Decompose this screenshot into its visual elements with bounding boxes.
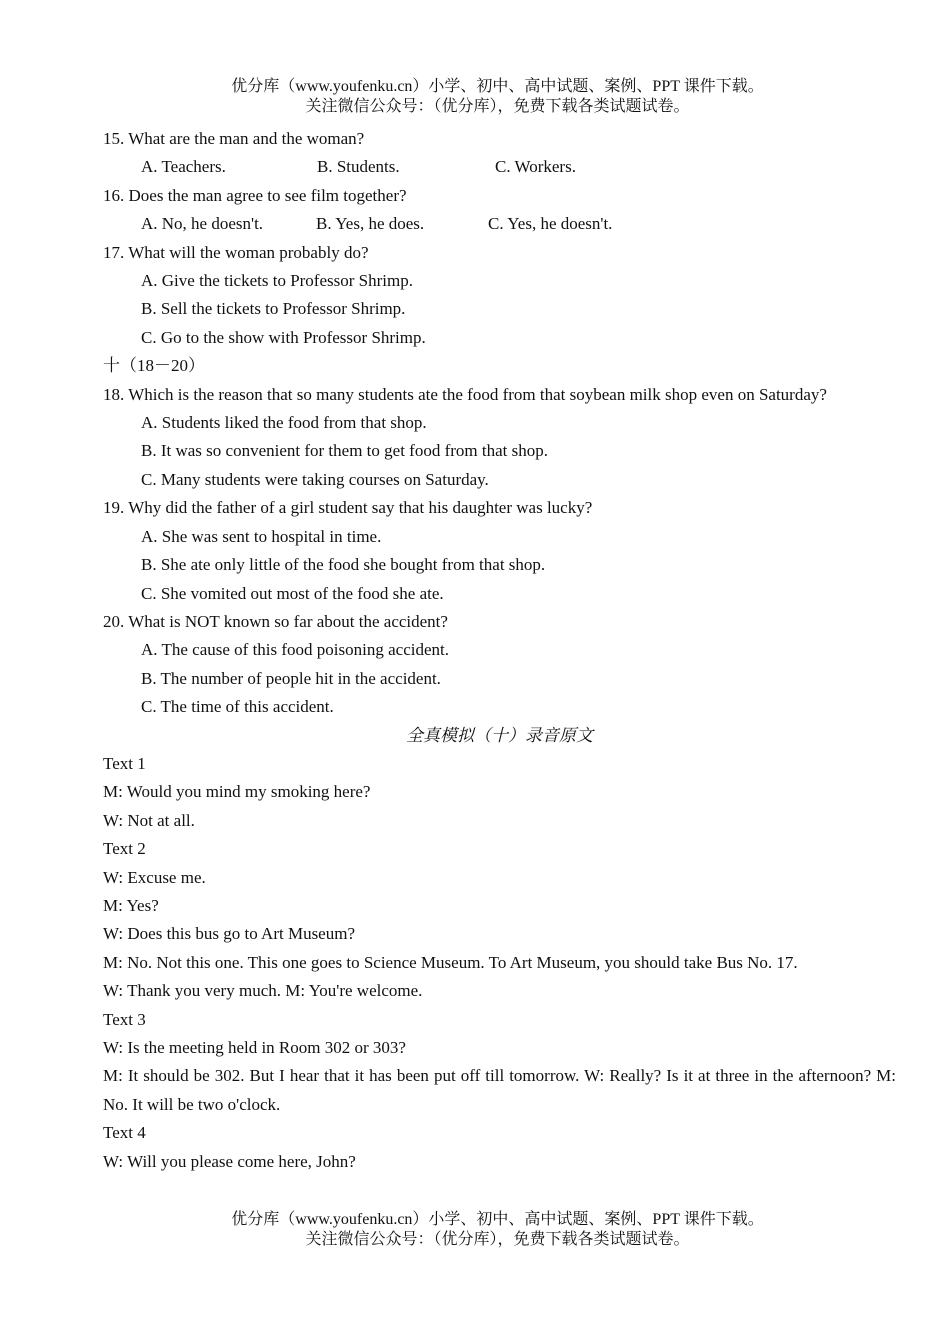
q20-option-c: C. The time of this accident.	[141, 697, 334, 717]
text-2-line-4: M: No. Not this one. This one goes to Science Museum. To Art Museum, you should take Bus No. 17.	[103, 952, 798, 972]
text-2-line-2: M: Yes?	[103, 895, 159, 915]
text-3-heading: Text 3	[103, 1009, 146, 1029]
question-16: 16. Does the man agree to see film together?	[103, 185, 407, 205]
question-19: 19. Why did the father of a girl student say that his daughter was lucky?	[103, 498, 593, 518]
page-header	[0, 77, 950, 117]
text-1-line-1: M: Would you mind my smoking here?	[103, 782, 371, 802]
q20-option-b: B. The number of people hit in the accident.	[141, 668, 441, 688]
header-line-1: 优分库（www.youfenku.cn）小学、初中、高中试题、案例、PPT 课件下载。	[231, 78, 764, 95]
q16-option-c: C. Yes, he doesn't.	[488, 214, 613, 234]
question-17: 17. What will the woman probably do?	[103, 242, 369, 262]
text-4-heading: Text 4	[103, 1123, 146, 1143]
question-20: 20. What is NOT known so far about the accident?	[103, 611, 448, 631]
question-15: 15. What are the man and the woman?	[103, 129, 365, 148]
question-16-options	[103, 210, 896, 238]
section-heading: 十（18－20）	[103, 356, 205, 376]
q19-option-c: C. She vomited out most of the food she ate.	[141, 583, 444, 603]
text-2-heading: Text 2	[103, 839, 146, 859]
footer-line-2: 关注微信公众号：（优分库），免费下载各类试题试卷。	[305, 1231, 690, 1248]
text-4-line-1: W: Will you please come here, John?	[103, 1151, 356, 1171]
q15-option-c: C. Workers.	[495, 157, 576, 177]
q16-option-b: B. Yes, he does.	[316, 214, 425, 234]
text-2-line-3: W: Does this bus go to Art Museum?	[103, 924, 355, 944]
page-content	[103, 125, 896, 1176]
q18-option-c: C. Many students were taking courses on Saturday.	[141, 469, 489, 489]
header-line-2: 关注微信公众号：（优分库），免费下载各类试题试卷。	[305, 98, 690, 115]
q17-option-b: B. Sell the tickets to Professor Shrimp.	[141, 299, 406, 319]
q18-option-b: B. It was so convenient for them to get food from that shop.	[141, 441, 548, 461]
q17-option-c: C. Go to the show with Professor Shrimp.	[141, 327, 426, 347]
text-3-line-2: M: It should be 302. But I hear that it has been put off till tomorrow. W: Really? Is it at three in the afternoon? M: No. It will be two o'clock.	[103, 1066, 896, 1114]
question-18: 18. Which is the reason that so many students ate the food from that soybean milk shop even on Saturday?	[103, 384, 827, 404]
q19-option-b: B. She ate only little of the food she bought from that shop.	[141, 555, 546, 575]
q20-option-a: A. The cause of this food poisoning accident.	[141, 640, 449, 660]
question-15-options	[103, 153, 896, 181]
transcript-title: 全真模拟（十）录音原文	[406, 725, 593, 745]
text-2-line-5: W: Thank you very much. M: You're welcome.	[103, 981, 423, 1001]
text-1-heading: Text 1	[103, 753, 146, 773]
footer-line-1: 优分库（www.youfenku.cn）小学、初中、高中试题、案例、PPT 课件下载。	[231, 1211, 764, 1228]
q19-option-a: A. She was sent to hospital in time.	[141, 526, 382, 546]
q17-option-a: A. Give the tickets to Professor Shrimp.	[141, 271, 413, 291]
q15-option-a: A. Teachers.	[141, 157, 226, 177]
q18-option-a: A. Students liked the food from that shop.	[141, 413, 427, 433]
q16-option-a: A. No, he doesn't.	[141, 214, 264, 234]
text-2-line-1: W: Excuse me.	[103, 867, 206, 887]
page-footer	[0, 1210, 950, 1250]
text-1-line-2: W: Not at all.	[103, 810, 195, 830]
text-3-line-1: W: Is the meeting held in Room 302 or 303?	[103, 1038, 406, 1057]
q15-option-b: B. Students.	[317, 157, 400, 177]
